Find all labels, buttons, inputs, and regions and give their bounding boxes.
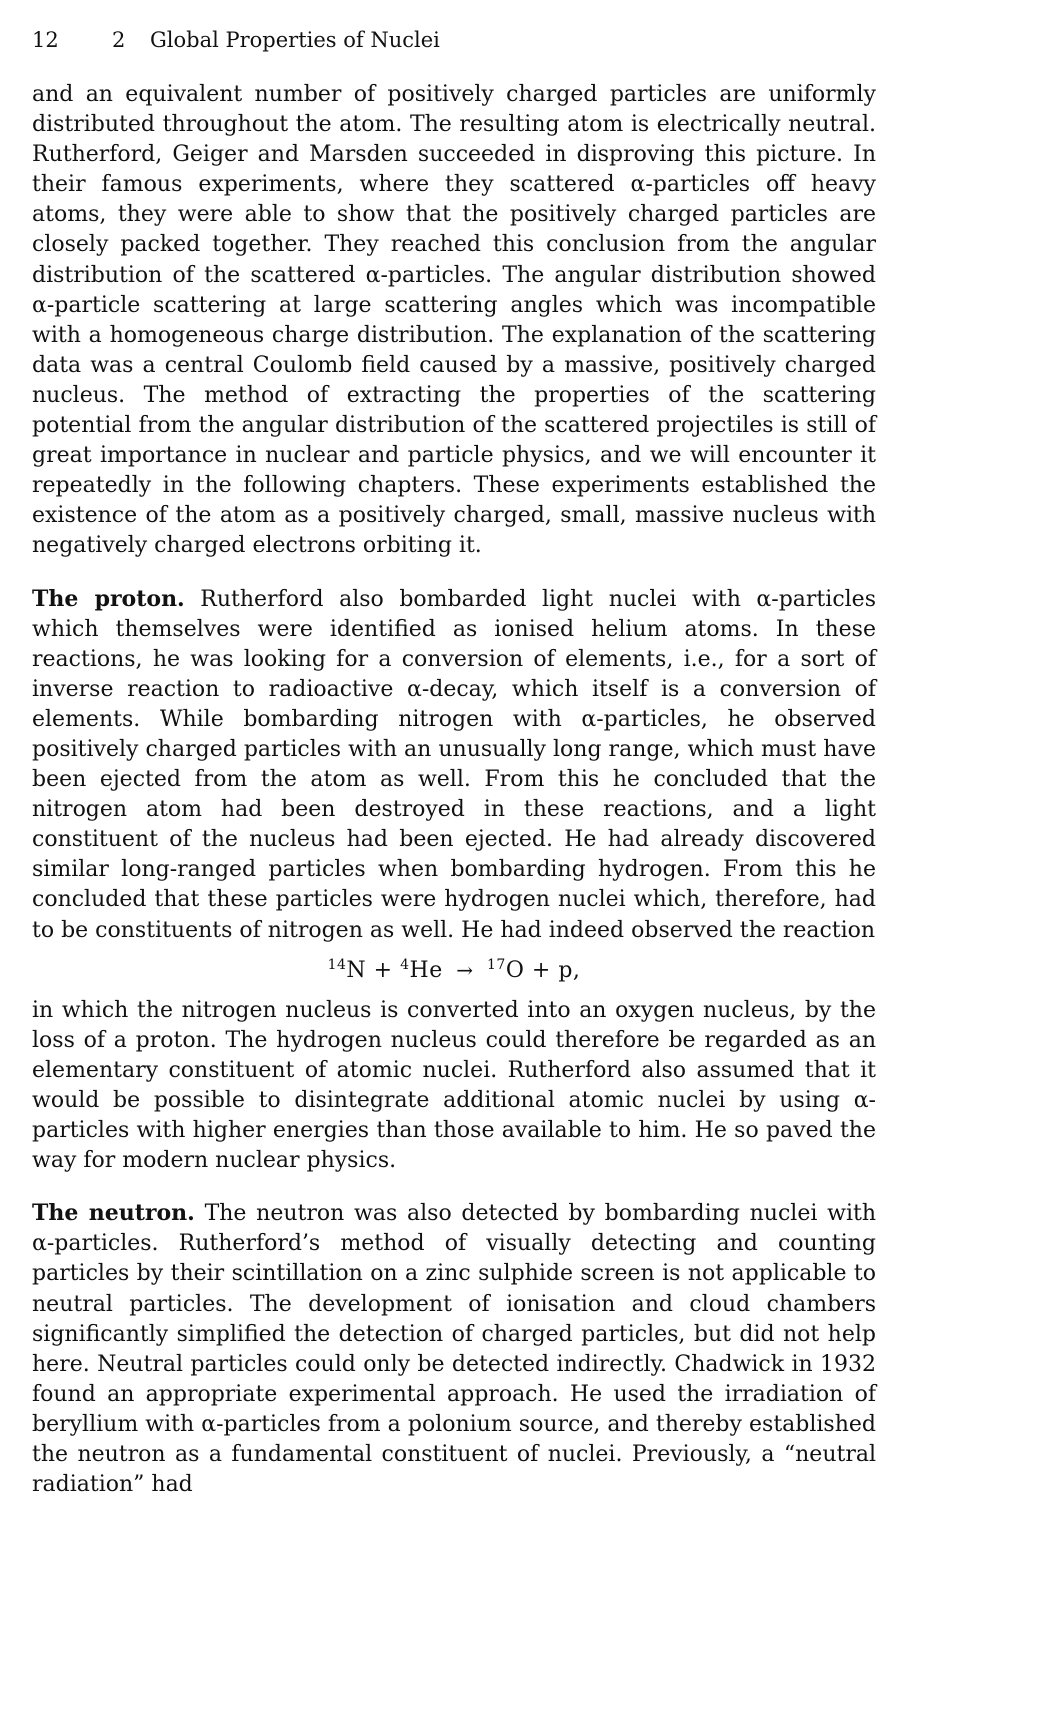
oxygen-symbol: O	[505, 957, 525, 983]
oxygen-mass-number: 17	[487, 956, 506, 973]
helium-symbol: He	[409, 957, 443, 983]
page-body	[32, 80, 876, 1500]
plus-sign: +	[373, 957, 393, 983]
chapter-number: 2	[112, 28, 126, 52]
helium-mass-number: 4	[400, 956, 410, 973]
section-heading-neutron: The neutron.	[32, 1200, 195, 1227]
paragraph-proton-continued: in which the nitrogen nucleus is converted into an oxygen nucleus, by the loss of a proton. The hydrogen nucleus could therefore be regarded as an elementary constituent of atomic nuclei. Rutherford also assumed that it would be possible to disintegrate additional atomic nuclei by using α-particles with higher energies than those available to him. He so paved the way for modern nuclear physics.	[32, 997, 876, 1174]
reaction-arrow: →	[456, 957, 474, 982]
paragraph-neutron	[32, 1198, 876, 1500]
page-number: 12	[32, 28, 59, 52]
paragraph-proton-text: Rutherford also bombarded light nuclei with α-particles which themselves were identified as ionised helium atoms. In these reactions, he was looking for a conversion of elements, i.e., for a sort of inverse reaction to radioactive α-decay, which itself is a conversion of elements. While bombarding nitrogen with α-particles, he observed positively charged particles with an unusually long range, which must have been ejected from the atom as well. From this he concluded that the nitrogen atom had been destroyed in these reactions, and a light constituent of the nucleus had been ejected. He had already discovered similar long-ranged particles when bombarding hydrogen. From this he concluded that these particles were hydrogen nuclei which, therefore, had to be constituents of nitrogen as well. He had indeed observed the reaction	[32, 586, 876, 943]
plus-sign-2: +	[531, 957, 551, 983]
paragraph-rutherford-scattering: and an equivalent number of positively charged particles are uniformly distributed throughout the atom. The resulting atom is electrically neutral. Rutherford, Geiger and Marsden succeeded in disproving this picture. In their famous experiments, where they scattered α-particles off heavy atoms, they were able to show that the positively charged particles are closely packed together. They reached this conclusion from the angular distribution of the scattered α-particles. The angular distribution showed α-particle scattering at large scattering angles which was incompatible with a homogeneous charge distribution. The explanation of the scattering data was a central Coulomb field caused by a massive, positively charged nucleus. The method of extracting the properties of the scattering potential from the angular distribution of the scattered projectiles is still of great importance in nuclear and particle physics, and we will encounter it repeatedly in the following chapters. These experiments established the existence of the atom as a positively charged, small, massive nucleus with negatively charged electrons orbiting it.	[32, 82, 876, 559]
nitrogen-symbol: N	[346, 957, 367, 983]
nuclear-reaction-equation	[32, 950, 876, 986]
chapter-title: Global Properties of Nuclei	[150, 28, 440, 52]
paragraph-neutron-text: The neutron was also detected by bombarding nuclei with α-particles. Rutherford’s method of visually detecting and counting particles by their scintillation on a zinc sulphide screen is not applicable to neutral particles. The development of ionisation and cloud chambers significantly simplified the detection of charged particles, but did not help here. Neutral particles could only be detected indirectly. Chadwick in 1932 found an appropriate experimental approach. He used the irradiation of beryllium with α-particles from a polonium source, and thereby established the neutron as a fundamental constituent of nuclei. Previously, a “neutral radiation” had	[32, 1201, 876, 1498]
nitrogen-mass-number: 14	[327, 956, 347, 973]
section-heading-proton: The proton.	[32, 585, 185, 612]
equation-comma: ,	[572, 957, 581, 983]
running-header	[32, 28, 440, 52]
proton-symbol: p	[558, 957, 573, 983]
paragraph-proton	[32, 584, 876, 946]
